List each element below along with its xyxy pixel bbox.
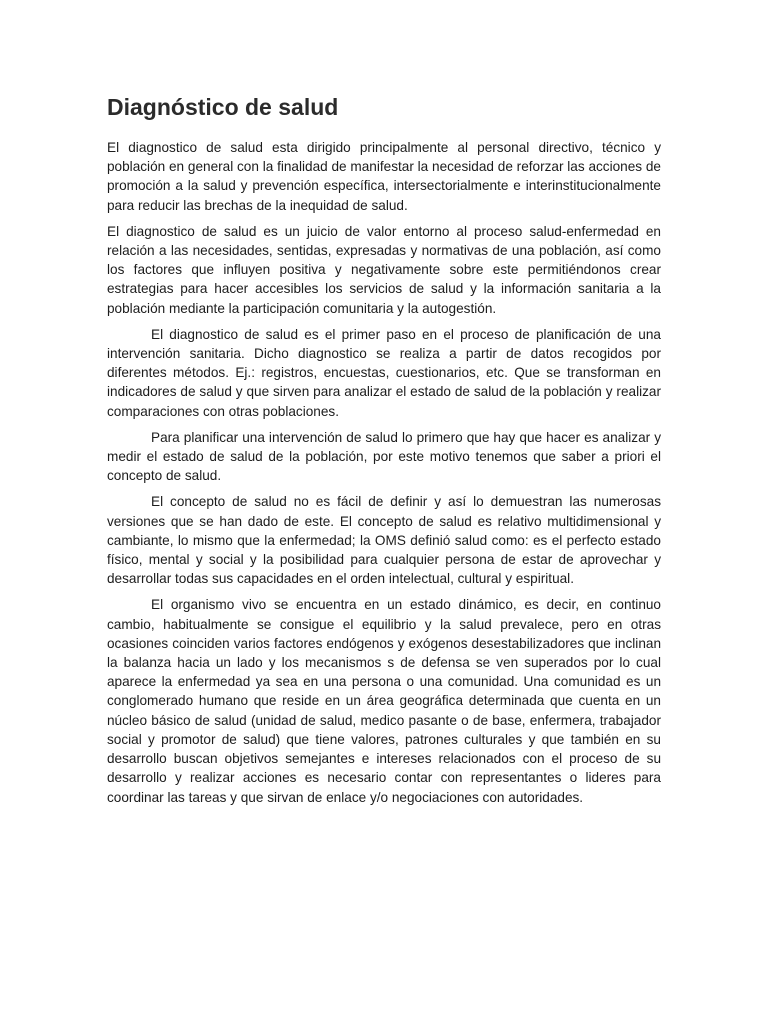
paragraph-5: El concepto de salud no es fácil de definir y así lo demuestran las numerosas versiones que se han dado de este. El concepto de salud es relativo multidimensional y cambiante, lo mismo que la enfermedad; la OMS definió salud como: es el perfecto estado físico, mental y social y la posibilidad para cualquier persona de estar de aprovechar y desarrollar todas sus capacidades en el orden intelectual, cultural y espiritual.: [107, 494, 661, 587]
paragraph-1: El diagnostico de salud esta dirigido principalmente al personal directivo, técnico y población en general con la finalidad de manifestar la necesidad de reforzar las acciones de promoción a la salud y prevención específica, intersectorialmente e interinstitucionalmente para reducir las brechas de la inequidad de salud.: [107, 140, 661, 213]
document-page: [107, 92, 661, 814]
paragraph-3: El diagnostico de salud es el primer paso en el proceso de planificación de una intervención sanitaria. Dicho diagnostico se realiza a partir de datos recogidos por diferentes métodos. Ej.: registros, encuestas, cuestionarios, etc. Que se transforman en indicadores de salud y que sirven para analizar el estado de salud de la población y realizar comparaciones con otras poblaciones.: [107, 326, 661, 419]
paragraph-2: El diagnostico de salud es un juicio de valor entorno al proceso salud-enfermedad en relación a las necesidades, sentidas, expresadas y normativas de una población, así como los factores que influyen positiva y negativamente sobre este permitiéndonos crear estrategias para hacer accesibles los servicios de salud y la información sanitaria a la población mediante la participación comunitaria y la autogestión.: [107, 223, 661, 316]
paragraph-6: El organismo vivo se encuentra en un estado dinámico, es decir, en continuo cambio, habitualmente se consigue el equilibrio y la salud prevalece, pero en otras ocasiones coinciden varios factores endógenos y exógenos desestabilizadores que inclinan la balanza hacia un lado y los mecanismos s de defensa se ven superados por lo cual aparece la enfermedad ya sea en una persona o una comunidad. Una comunidad es un conglomerado humano que reside en un área geográfica determinada que cuenta en un núcleo básico de salud (unidad de salud, medico pasante o de base, enfermera, trabajador social y promotor de salud) que tiene valores, patrones culturales y que también en su desarrollo buscan objetivos semejantes e intereses relacionados con el proceso de su desarrollo y realizar acciones es necesario contar con representantes o lideres para coordinar las tareas y que sirvan de enlace y/o negociaciones con autoridades.: [107, 597, 661, 805]
document-title: Diagnóstico de salud: [107, 94, 339, 120]
paragraph-4: Para planificar una intervención de salud lo primero que hay que hacer es analizar y medir el estado de salud de la población, por este motivo tenemos que saber a priori el concepto de salud.: [107, 429, 661, 484]
